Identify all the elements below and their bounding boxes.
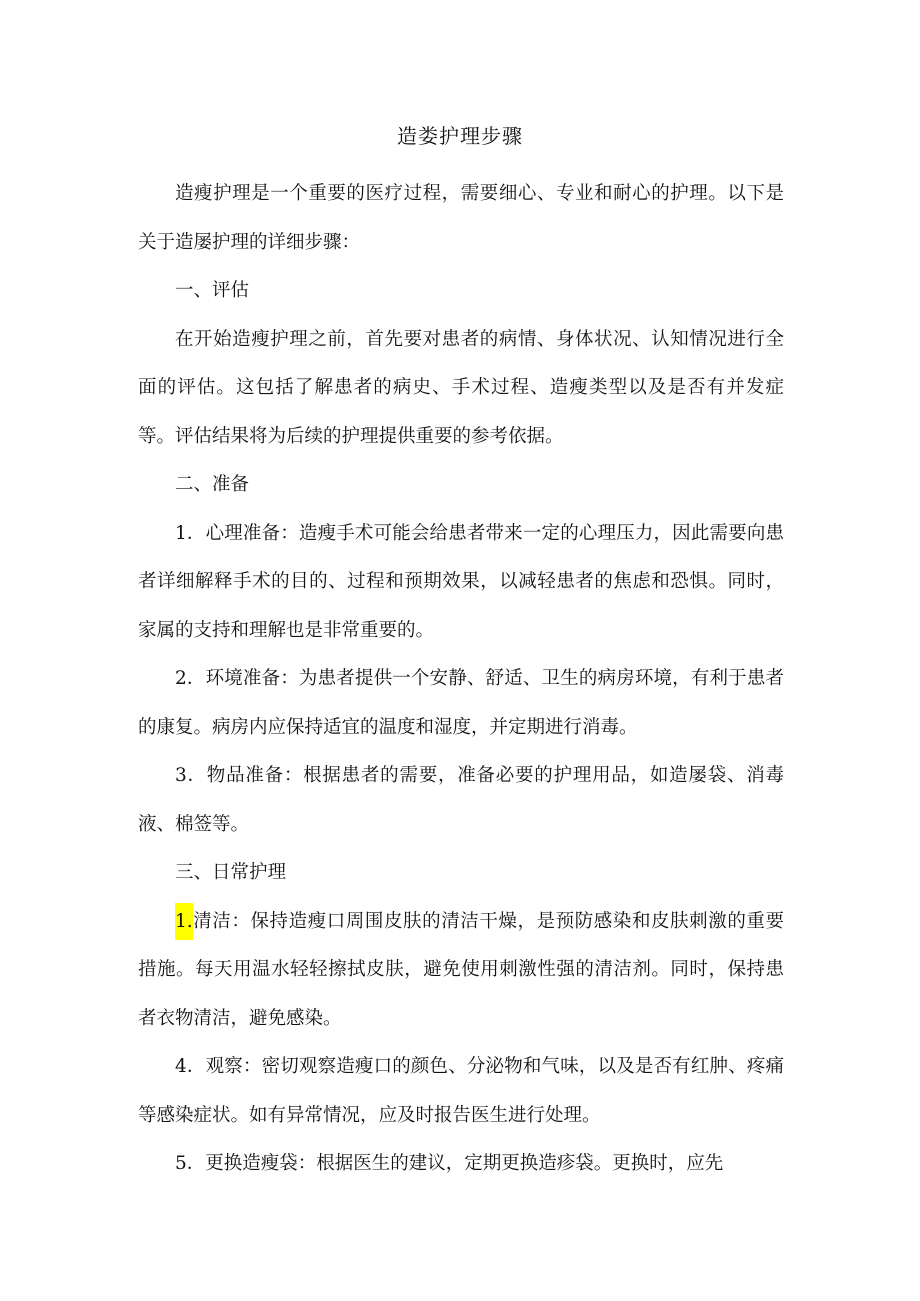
paragraph-observation: 4．观察：密切观察造瘦口的颜色、分泌物和气味，以及是否有红肿、疼痛等感染症状。如有异常情况，应及时报告医生进行处理。 xyxy=(138,1056,784,1126)
paragraph-assessment: 在开始造瘦护理之前，首先要对患者的病情、身体状况、认知情况进行全面的评估。这包括了解患者的病史、手术过程、造瘦类型以及是否有并发症等。评估结果将为后续的护理提供重要的参考依据。 xyxy=(138,328,784,447)
paragraph-environment-preparation: 2．环境准备：为患者提供一个安静、舒适、卫生的病房环境，有利于患者的康复。病房内应保持适宜的温度和湿度，并定期进行消毒。 xyxy=(138,668,784,738)
section-heading-assessment: 一、评估 xyxy=(175,280,250,301)
paragraph-psychological-preparation: 1．心理准备：造瘦手术可能会给患者带来一定的心理压力，因此需要向患者详细解释手术的目的、过程和预期效果，以减轻患者的焦虑和恐惧。同时，家属的支持和理解也是非常重要的。 xyxy=(138,522,784,641)
paragraph-intro: 造瘦护理是一个重要的医疗过程，需要细心、专业和耐心的护理。以下是关于造屡护理的详细步骤： xyxy=(138,183,784,253)
section-heading-daily-care: 三、日常护理 xyxy=(175,862,287,883)
highlighted-list-marker: 1. xyxy=(175,903,193,940)
document-body xyxy=(138,170,784,1189)
paragraph-bag-replacement: 5．更换造瘦袋：根据医生的建议，定期更换造疹袋。更换时，应先 xyxy=(175,1153,724,1174)
paragraph-cleaning xyxy=(138,898,784,1044)
paragraph-cleaning-text: 清洁：保持造瘦口周围皮肤的清洁干燥，是预防感染和皮肤刺激的重要措施。每天用温水轻轻擦拭皮肤，避免使用刺激性强的清洁剂。同时，保持患者衣物清洁，避免感染。 xyxy=(138,910,784,1029)
section-heading-preparation: 二、准备 xyxy=(175,474,250,495)
paragraph-supplies-preparation: 3．物品准备：根据患者的需要，准备必要的护理用品，如造屡袋、消毒液、棉签等。 xyxy=(138,765,784,835)
document-title: 造娄护理步骤 xyxy=(397,124,523,148)
